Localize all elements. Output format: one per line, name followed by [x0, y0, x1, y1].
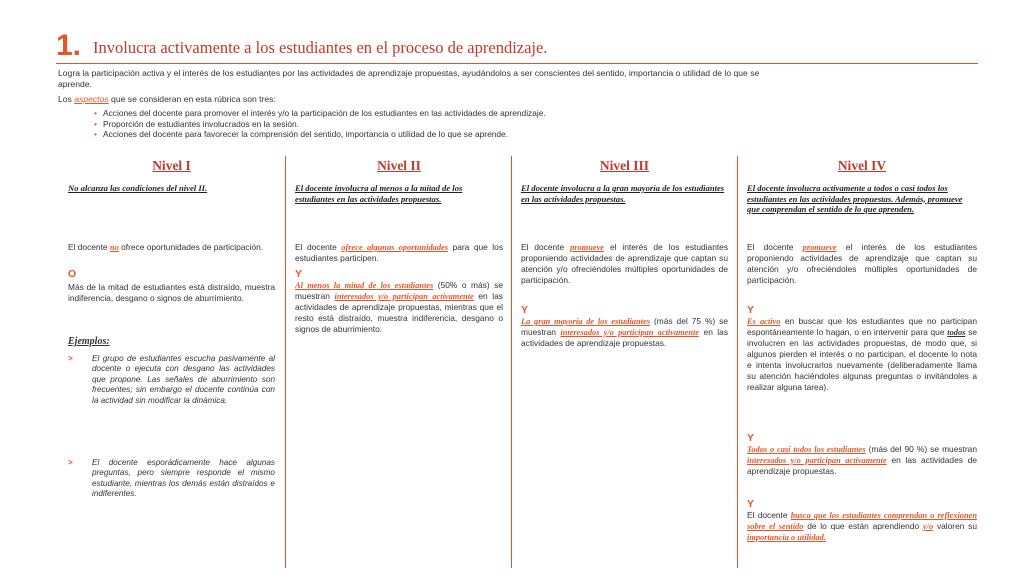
text: El docente	[68, 242, 108, 252]
level-1-column	[68, 156, 275, 568]
level-4-condition-active	[747, 304, 977, 393]
highlight: interesados y/o participan activamente	[747, 456, 887, 465]
text: en las actividades de aprendizaje propuestas.	[521, 327, 729, 348]
emphasis: todos	[947, 328, 966, 337]
level-1-or	[68, 268, 275, 280]
highlight: promueve	[802, 243, 837, 252]
text: en las actividades de aprendizaje propuestas.	[747, 455, 978, 476]
level-4-condition-meaning	[747, 498, 977, 543]
level-2-subtitle: El docente involucra al menos a la mitad de los estudiantes en las actividades propuestas.	[295, 183, 463, 204]
aspect-item: • Acciones del docente para favorecer la comprensión del sentido, importancia o utilidad de lo que se aprende.	[94, 129, 546, 140]
level-3-subtitle: El docente involucra a la gran mayoría de los estudiantes en las actividades propuestas.	[521, 183, 725, 204]
example-text: El docente esporádicamente hace algunas preguntas, pero siempre responde el mismo estudiante, mientras los demás están distraídos e indiferentes.	[92, 458, 275, 499]
level-2-column	[295, 156, 503, 568]
connector-and: Y	[747, 432, 755, 444]
aspects-prefix: Los	[58, 94, 72, 104]
example-item	[68, 458, 275, 500]
highlight: Es activo	[747, 317, 781, 326]
intro-paragraph	[58, 68, 968, 90]
section-number: 1.	[56, 29, 82, 62]
aspect-item: • Proporción de estudiantes involucrados en la sesión.	[94, 119, 546, 130]
text: El docente	[295, 242, 337, 252]
example-marker: >	[68, 458, 73, 467]
level-4-title: Nivel IV	[837, 158, 887, 173]
text: El docente	[521, 242, 565, 252]
level-1-title: Nivel I	[152, 158, 191, 173]
highlight: importancia o utilidad.	[747, 533, 826, 542]
intro-line-1: Logra la participación activa y el interés de los estudiantes por las actividades de aprendizaje propuestas, ayudándolos a ser conscientes del sentido, importancia o utilidad de lo que se	[58, 68, 760, 78]
text: el interés de los estudiantes proponiendo actividades de aprendizaje que captan su atención y/o ofreciéndoles múltiples oportunidades de participación.	[521, 242, 729, 285]
highlight: Todos o casi todos los estudiantes	[747, 445, 866, 454]
aspect-item: • Acciones del docente para promover el interés y/o la participación de los estudiantes en las actividades de aprendizaje.	[94, 108, 546, 119]
aspects-list	[94, 108, 546, 140]
highlight: interesados y/o participan activamente	[334, 292, 474, 301]
highlight: interesados y/o participan activamente	[560, 328, 700, 337]
text: El docente	[747, 510, 788, 520]
text: en buscar que los estudiantes que no participan espontáneamente lo hagan, o en intervenir para que	[747, 316, 978, 337]
column-divider	[511, 156, 512, 568]
level-1-subtitle: No alcanza las condiciones del nivel II.	[68, 183, 208, 193]
text: (más del 90 %) se muestran	[868, 444, 977, 454]
level-3-description	[521, 242, 728, 286]
text: se involucren en las actividades propuestas, de modo que, si algunos pierden el interés o no participan, el docente lo nota e intenta involucrarlos nuevamente (deliberadamente llama su atención haciéndoles algunas preguntas o invitándoles a realizar alguna tarea).	[747, 327, 978, 392]
examples-title: Ejemplos:	[68, 336, 110, 347]
intro-line-2: aprende.	[58, 79, 92, 89]
highlight: promueve	[570, 243, 605, 252]
highlight: busca que los estudiantes comprendan o reflexionen sobre el sentido	[747, 511, 978, 531]
example-text: El grupo de estudiantes escucha pasivamente al docente o ejecuta con desgano las actividades que propone. Las señales de aburrimiento son frecuentes; sin embargo el docente continúa con la actividad sin modificar la dinámica.	[92, 354, 275, 405]
highlight: La gran mayoría de los estudiantes	[521, 317, 650, 326]
level-4-subtitle: El docente involucra activamente a todos o casi todos los estudiantes en las actividades propuestas. Además, promueve que comprendan el sentido de lo que aprenden.	[747, 183, 963, 215]
text: para que los estudiantes participen.	[295, 242, 504, 263]
section-header	[56, 30, 984, 62]
connector-and: Y	[521, 304, 529, 316]
level-1-description	[68, 242, 275, 253]
text: valoren su	[936, 521, 978, 531]
highlight: no	[109, 243, 119, 252]
column-divider	[737, 156, 738, 568]
level-3-title: Nivel III	[599, 158, 650, 173]
aspects-link[interactable]: aspectos	[74, 94, 109, 104]
text: (50% o más) se muestran	[295, 280, 503, 301]
level-2-description	[295, 242, 503, 264]
aspects-suffix: que se consideran en esta rúbrica son tres:	[111, 94, 276, 104]
highlight: y/o	[922, 522, 934, 531]
connector-and: Y	[295, 268, 303, 280]
example-item	[68, 354, 275, 406]
aspects-intro	[58, 94, 276, 105]
connector-and: Y	[747, 304, 755, 316]
level-3-condition	[521, 304, 728, 349]
text: ofrece oportunidades de participación.	[121, 242, 264, 252]
level-4-column	[747, 156, 977, 568]
section-title: Involucra activamente a los estudiantes en el proceso de aprendizaje.	[93, 38, 548, 57]
level-3-column	[521, 156, 728, 568]
column-divider	[285, 156, 286, 568]
text: de lo que están aprendiendo	[807, 521, 920, 531]
text: en las actividades de aprendizaje propuestas, mientras que el resto está distraído, muestra indiferencia, desgano o signos de aburrimiento.	[295, 291, 503, 334]
level-4-condition-students	[747, 432, 977, 477]
text: (más del 75 %) se muestran	[521, 316, 729, 337]
highlight: ofrece algunas oportunidades	[341, 243, 449, 252]
title-divider	[56, 63, 978, 64]
connector-and: Y	[747, 498, 755, 510]
level-2-title: Nivel II	[377, 158, 421, 173]
text: El docente	[747, 242, 794, 252]
connector-or: O	[68, 268, 77, 280]
highlight: Al menos la mitad de los estudiantes	[295, 281, 434, 290]
text: el interés de los estudiantes proponiendo actividades de aprendizaje que captan su atención y/o ofreciéndoles múltiples oportunidades de participación.	[747, 242, 978, 285]
level-1-condition: Más de la mitad de estudiantes está distraído, muestra indiferencia, desgano o signos de aburrimiento.	[68, 282, 275, 303]
example-marker: >	[68, 354, 73, 363]
level-2-condition	[295, 268, 503, 335]
level-4-description	[747, 242, 977, 286]
